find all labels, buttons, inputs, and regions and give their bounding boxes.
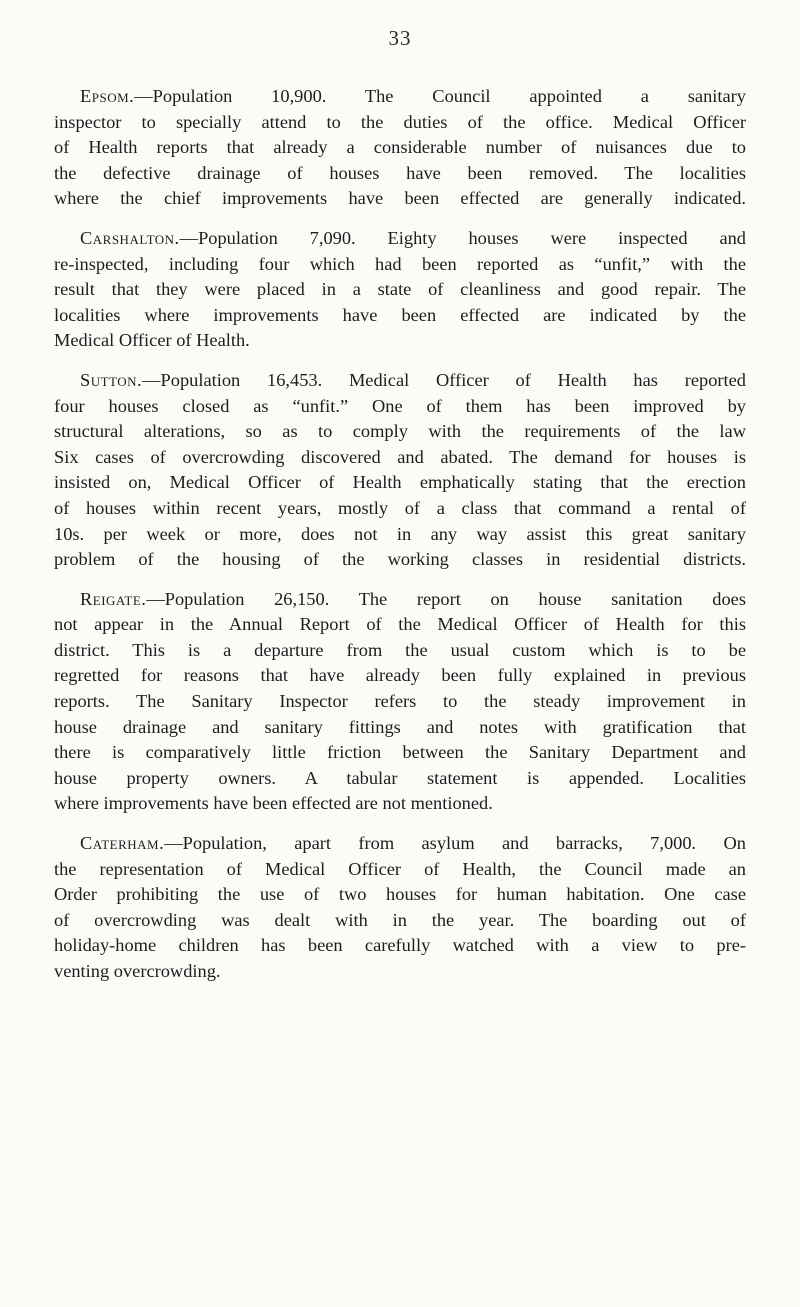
text-line: Order prohibiting the use of two houses for human habitation. One case bbox=[54, 884, 746, 905]
text-line: re-inspected, including four which had been reported as “unfit,” with the bbox=[54, 253, 746, 274]
text-line: inspector to specially attend to the duties of the office. Medical Officer bbox=[54, 111, 746, 132]
text-line: there is comparatively little friction between the Sanitary Department and bbox=[54, 742, 746, 763]
text-line: localities where improvements have been effected are indicated by the bbox=[54, 304, 746, 325]
paragraph-caterham bbox=[54, 831, 746, 985]
text-line: structural alterations, so as to comply with the requirements of the law bbox=[54, 421, 746, 442]
text-line: Epsom.—Population 10,900. The Council appointed a sanitary bbox=[80, 86, 746, 106]
text-line: where improvements have been effected are not mentioned. bbox=[54, 793, 493, 814]
text-line: Six cases of overcrowding discovered and abated. The demand for houses is bbox=[54, 446, 746, 467]
text-line: where the chief improvements have been effected are generally indicated. bbox=[54, 188, 746, 209]
paragraph-carshalton bbox=[54, 226, 746, 354]
text-line: reports. The Sanitary Inspector refers to the steady improvement in bbox=[54, 691, 746, 712]
text-line: the representation of Medical Officer of Health, the Council made an bbox=[54, 858, 746, 879]
body-text bbox=[54, 84, 746, 999]
text-line: Reigate.—Population 26,150. The report on house sanitation does bbox=[80, 588, 746, 609]
page-number: 33 bbox=[388, 26, 412, 50]
district-name: Caterham. bbox=[80, 833, 165, 854]
paragraph-reigate bbox=[54, 587, 746, 817]
district-name: Epsom. bbox=[80, 86, 135, 106]
text-line: Medical Officer of Health. bbox=[54, 330, 250, 351]
district-name: Carshalton. bbox=[80, 227, 180, 248]
text-line: holiday-home children has been carefully watched with a view to pre- bbox=[54, 935, 746, 956]
text-line: Sutton.—Population 16,453. Medical Officer of Health has reported bbox=[80, 369, 746, 390]
text-line: regretted for reasons that have already been fully explained in previous bbox=[54, 665, 746, 686]
paragraph-epsom bbox=[54, 84, 746, 212]
text-line: the defective drainage of houses have been removed. The localities bbox=[54, 162, 746, 183]
text-line: house drainage and sanitary fittings and notes with gratification that bbox=[54, 716, 746, 737]
text-line: of Health reports that already a considerable number of nuisances due to bbox=[54, 137, 746, 158]
paragraph-sutton bbox=[54, 368, 746, 573]
text-line: not appear in the Annual Report of the Medical Officer of Health for this bbox=[54, 614, 746, 635]
district-name: Sutton. bbox=[80, 369, 143, 390]
text-line: result that they were placed in a state of cleanliness and good repair. The bbox=[54, 279, 746, 300]
text-line: of overcrowding was dealt with in the year. The boarding out of bbox=[54, 909, 746, 930]
text-line: four houses closed as “unfit.” One of them has been improved by bbox=[54, 395, 746, 416]
text-line: insisted on, Medical Officer of Health emphatically stating that the erection bbox=[54, 472, 746, 493]
text-line: 10s. per week or more, does not in any way assist this great sanitary bbox=[54, 523, 746, 544]
text-line: house property owners. A tabular statement is appended. Localities bbox=[54, 767, 746, 788]
text-line: district. This is a departure from the usual custom which is to be bbox=[54, 639, 746, 660]
text-line: Carshalton.—Population 7,090. Eighty houses were inspected and bbox=[80, 227, 746, 248]
text-line: of houses within recent years, mostly of a class that command a rental of bbox=[54, 497, 746, 518]
district-name: Reigate. bbox=[80, 588, 147, 609]
text-line: problem of the housing of the working classes in residential districts. bbox=[54, 549, 746, 570]
text-line: Caterham.—Population, apart from asylum and barracks, 7,000. On bbox=[80, 833, 746, 854]
text-line: venting overcrowding. bbox=[54, 961, 221, 981]
